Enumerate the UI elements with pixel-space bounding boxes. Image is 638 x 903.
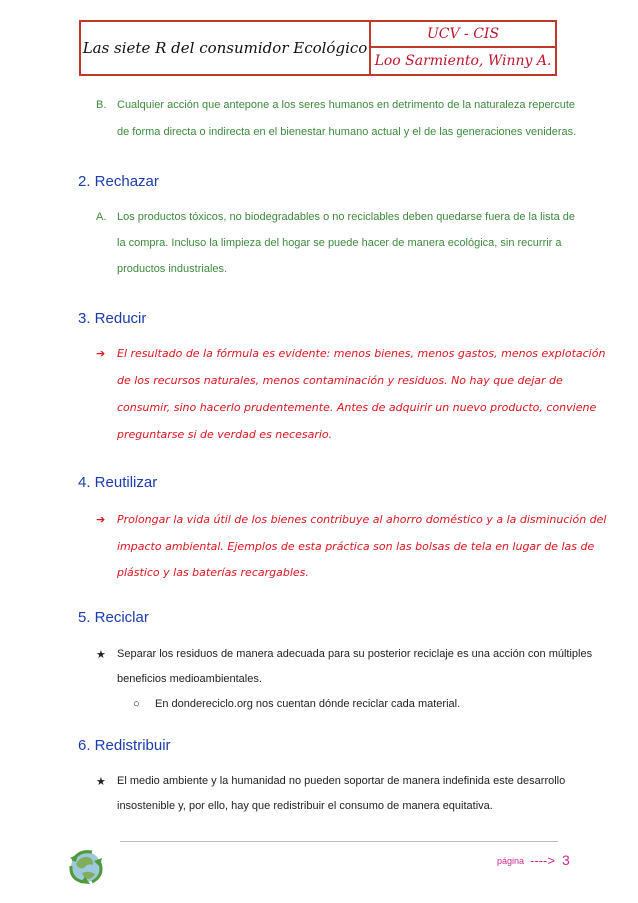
list-item-line: de los recursos naturales, menos contaminación y residuos. No hay que dejar de bbox=[117, 374, 563, 387]
list-item-line: de forma directa o indirecta en el bienestar humano actual y el de las generaciones venideras. bbox=[117, 126, 577, 138]
list-item-line: consumir, sino hacerlo prudentemente. Antes de adquirir un nuevo producto, conviene bbox=[117, 401, 597, 414]
list-item-line: Separar los residuos de manera adecuada para su posterior reciclaje es una acción con múltiples bbox=[117, 648, 593, 660]
footer-divider bbox=[120, 841, 558, 842]
list-item-line: productos industriales. bbox=[117, 263, 228, 275]
section-heading: 3. Reducir bbox=[78, 310, 147, 327]
section-heading: 5. Reciclar bbox=[78, 609, 149, 626]
page-number: 3 bbox=[562, 852, 570, 868]
circle-bullet-icon: ○ bbox=[133, 698, 140, 710]
list-item-line: insostenible y, por ello, hay que redistribuir el consumo de manera equitativa. bbox=[117, 800, 493, 812]
list-item-line: impacto ambiental. Ejemplos de esta práctica son las bolsas de tela en lugar de las de bbox=[117, 540, 595, 553]
list-item-line: plástico y las baterías recargables. bbox=[117, 566, 309, 579]
page-arrow: ----> bbox=[530, 853, 555, 868]
page-label: página bbox=[497, 856, 525, 866]
list-item-line: la compra. Incluso la limpieza del hogar se puede hacer de manera ecológica, sin recurrir a bbox=[117, 237, 562, 249]
sub-list-item-line: En dondereciclo.org nos cuentan dónde reciclar cada material. bbox=[155, 698, 461, 710]
list-item-line: preguntarse si de verdad es necesario. bbox=[117, 428, 333, 441]
recycle-globe-icon bbox=[64, 846, 108, 886]
header-box bbox=[79, 20, 557, 76]
list-item-line: Los productos tóxicos, no biodegradables o no reciclables deben quedarse fuera de la lista de bbox=[117, 211, 576, 223]
section-heading: 6. Redistribuir bbox=[78, 737, 171, 754]
header-author: Loo Sarmiento, Winny A. bbox=[374, 53, 552, 69]
list-item-line: Cualquier acción que antepone a los seres humanos en detrimento de la naturaleza repercute bbox=[117, 99, 576, 111]
list-item-line: El resultado de la fórmula es evidente: menos bienes, menos gastos, menos explotación bbox=[117, 347, 606, 360]
star-bullet-icon: ★ bbox=[96, 776, 106, 788]
header-title-cell bbox=[81, 22, 371, 74]
section-heading: 2. Rechazar bbox=[78, 173, 159, 190]
header-institution: UCV - CIS bbox=[371, 22, 555, 48]
list-marker: A. bbox=[96, 211, 107, 223]
section-heading: 4. Reutilizar bbox=[78, 474, 158, 491]
arrow-bullet-icon: ➔ bbox=[96, 513, 106, 526]
list-item-line: beneficios medioambientales. bbox=[117, 673, 262, 685]
list-item-line: Prolongar la vida útil de los bienes contribuye al ahorro doméstico y a la disminución del bbox=[117, 513, 607, 526]
star-bullet-icon: ★ bbox=[96, 649, 106, 661]
document-title: Las siete R del consumidor Ecológico bbox=[82, 39, 368, 57]
header-info-cell bbox=[371, 22, 555, 74]
list-marker: B. bbox=[96, 99, 107, 111]
arrow-bullet-icon: ➔ bbox=[96, 347, 106, 360]
list-item-line: El medio ambiente y la humanidad no pueden soportar de manera indefinida este desarrollo bbox=[117, 775, 566, 787]
